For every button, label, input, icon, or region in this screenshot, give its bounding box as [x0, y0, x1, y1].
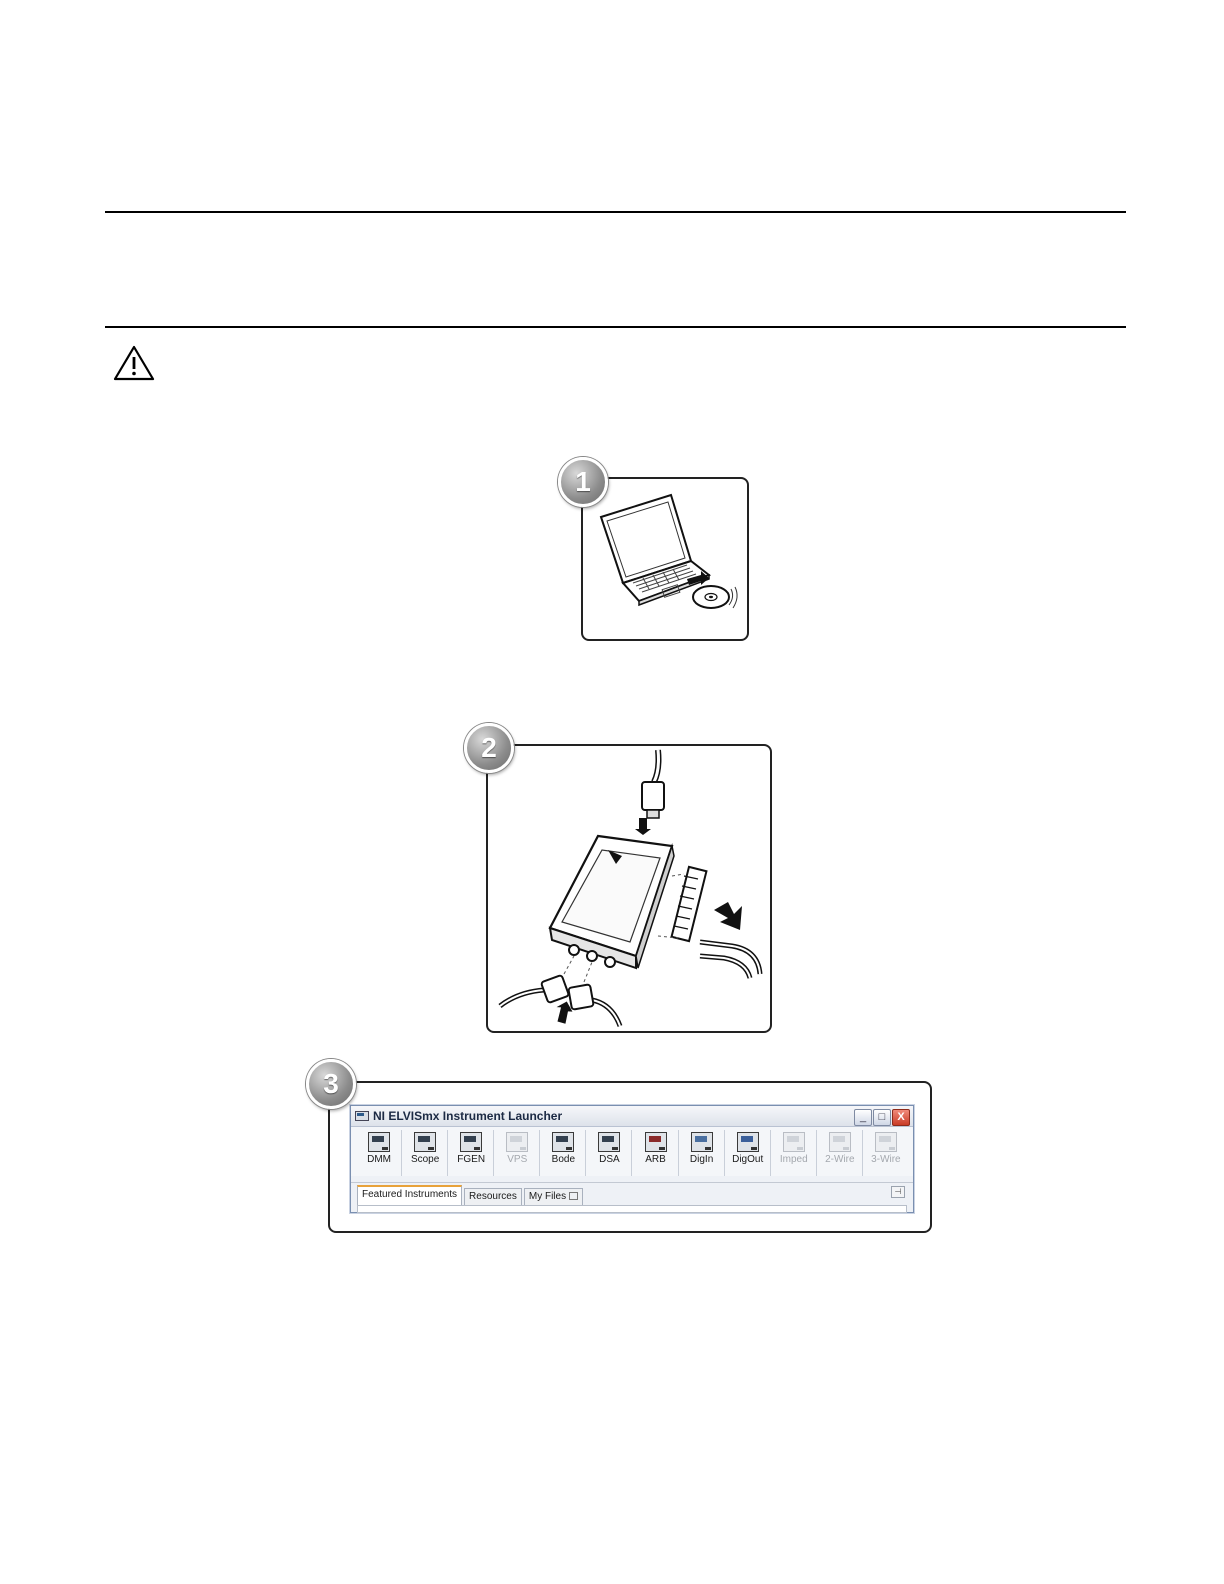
tab-featured-instruments[interactable]: Featured Instruments — [357, 1185, 462, 1205]
instrument-label: 2-Wire — [825, 1154, 855, 1165]
window-title: NI ELVISmx Instrument Launcher — [373, 1109, 563, 1123]
instrument-label: DigOut — [732, 1154, 764, 1165]
instrument-toolbar — [351, 1127, 913, 1176]
2-wire-icon — [829, 1132, 851, 1152]
vps-icon — [506, 1132, 528, 1152]
bode-icon — [552, 1132, 574, 1152]
instrument-label: FGEN — [457, 1154, 486, 1165]
instrument-label: ARB — [645, 1154, 666, 1165]
maximize-button[interactable] — [873, 1109, 891, 1126]
dsa-icon — [598, 1132, 620, 1152]
tab-resources[interactable]: Resources — [464, 1188, 522, 1205]
arb-icon — [645, 1132, 667, 1152]
step-1-panel — [581, 477, 749, 641]
instrument-imped[interactable] — [772, 1130, 817, 1176]
maximize-icon: □ — [878, 1111, 886, 1123]
instrument-label: DSA — [599, 1154, 620, 1165]
instrument-vps[interactable] — [495, 1130, 540, 1176]
digout-icon — [737, 1132, 759, 1152]
instrument-2-wire[interactable] — [818, 1130, 863, 1176]
tab-my-files[interactable] — [524, 1188, 583, 1205]
3-wire-icon — [875, 1132, 897, 1152]
instrument-label: Imped — [779, 1154, 808, 1165]
close-button[interactable] — [892, 1109, 910, 1126]
instrument-label: DigIn — [689, 1154, 714, 1165]
instrument-dsa[interactable] — [587, 1130, 632, 1176]
laptop-cd-illustration — [583, 479, 747, 639]
digin-icon — [691, 1132, 713, 1152]
top-horizontal-rule — [105, 211, 1126, 213]
instrument-3-wire[interactable] — [864, 1130, 908, 1176]
middle-horizontal-rule — [105, 326, 1126, 328]
dmm-icon — [368, 1132, 390, 1152]
warning-triangle-icon — [112, 344, 156, 382]
app-icon — [355, 1111, 369, 1121]
close-icon: X — [897, 1111, 905, 1123]
launcher-tabs — [351, 1182, 913, 1205]
minimize-button[interactable] — [854, 1109, 872, 1126]
step-1-badge: 1 — [558, 457, 608, 507]
pin-icon[interactable]: ⊣ — [891, 1186, 905, 1198]
instrument-label: 3-Wire — [871, 1154, 901, 1165]
instrument-digin[interactable] — [680, 1130, 725, 1176]
step-2-panel — [486, 744, 772, 1033]
instrument-fgen[interactable] — [449, 1130, 494, 1176]
instrument-label: VPS — [507, 1154, 528, 1165]
fgen-icon — [460, 1132, 482, 1152]
scope-icon — [414, 1132, 436, 1152]
instrument-label: DMM — [367, 1154, 391, 1165]
instrument-launcher-window — [350, 1105, 914, 1213]
instrument-scope[interactable] — [403, 1130, 448, 1176]
instrument-label: Scope — [410, 1154, 440, 1165]
minimize-icon: _ — [859, 1111, 867, 1123]
instrument-digout[interactable] — [726, 1130, 771, 1176]
instrument-bode[interactable] — [541, 1130, 586, 1176]
myDAQ-connection-illustration — [488, 746, 770, 1031]
instrument-label: Bode — [551, 1154, 576, 1165]
folder-icon — [569, 1192, 578, 1200]
instrument-dmm[interactable] — [357, 1130, 402, 1176]
instrument-arb[interactable] — [633, 1130, 678, 1176]
step-3-badge: 3 — [306, 1059, 356, 1109]
tab-content-area — [357, 1205, 907, 1213]
window-titlebar — [351, 1106, 913, 1127]
imped-icon — [783, 1132, 805, 1152]
step-3-panel — [328, 1081, 932, 1233]
step-2-badge: 2 — [464, 723, 514, 773]
tab-label: My Files — [528, 1191, 567, 1202]
